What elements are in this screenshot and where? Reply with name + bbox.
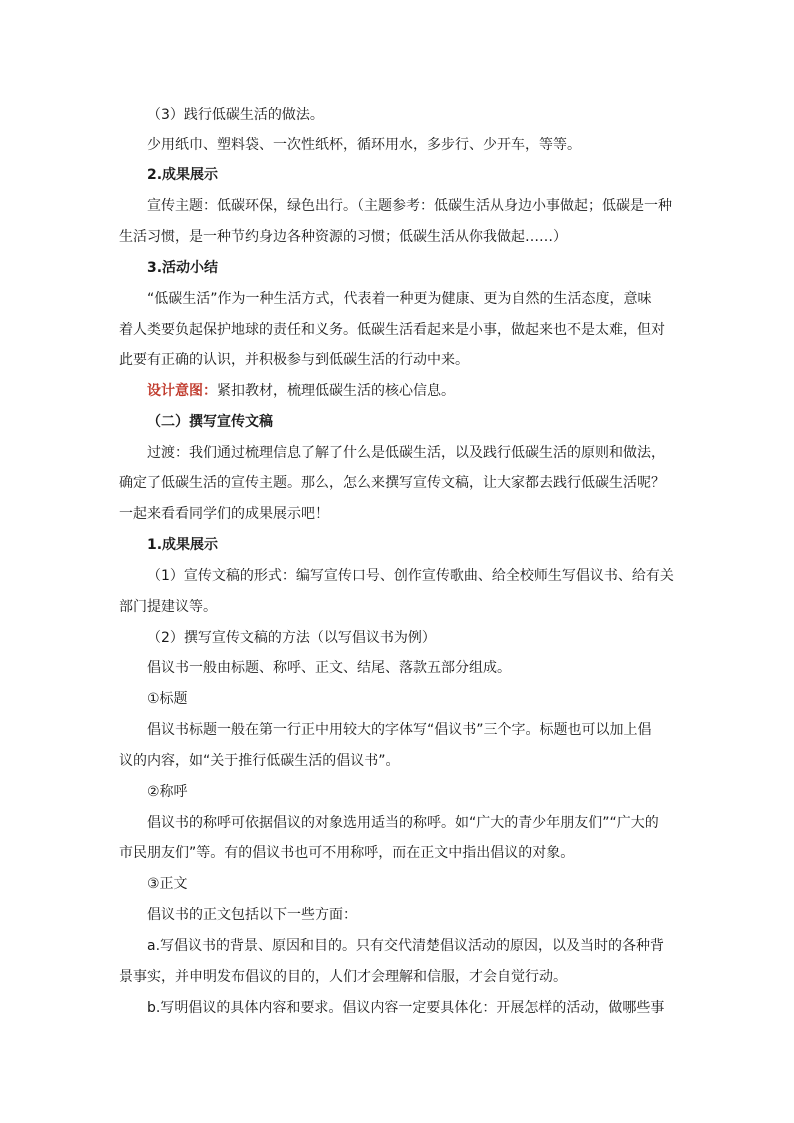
paragraph-text: ③正文 bbox=[147, 876, 188, 892]
text-line bbox=[147, 874, 679, 894]
design-intent-text: 紧扣教材，梳理低碳生活的核心信息。 bbox=[217, 383, 455, 399]
section-heading: 3.活动小结 bbox=[147, 260, 219, 276]
text-line bbox=[147, 196, 679, 216]
paragraph-text: ①标题 bbox=[147, 691, 188, 707]
paragraph-text: 少用纸巾、塑料袋、一次性纸杯，循环用水，多步行、少开车，等等。 bbox=[147, 137, 581, 153]
text-line bbox=[147, 258, 679, 278]
paragraph-text: （2）撰写宣传文稿的方法（以写倡议书为例） bbox=[147, 630, 436, 646]
text-line bbox=[147, 105, 679, 125]
text-line bbox=[147, 689, 679, 709]
text-line bbox=[147, 628, 679, 648]
text-line bbox=[147, 998, 679, 1018]
paragraph-text: 市民朋友们”等。有的倡议书也可不用称呼，而在正文中指出倡议的对象。 bbox=[119, 845, 575, 861]
text-line bbox=[147, 566, 679, 586]
text-line bbox=[147, 813, 679, 833]
text-line bbox=[147, 535, 679, 555]
paragraph-text: 倡议书标题一般在第一行正中用较大的字体写“倡议书”三个字。标题也可以加上倡 bbox=[147, 722, 652, 738]
text-line bbox=[119, 504, 679, 524]
text-line bbox=[147, 720, 679, 740]
paragraph-text: 宣传主题：低碳环保，绿色出行。（主题参考：低碳生活从身边小事做起；低碳是一种 bbox=[147, 198, 672, 214]
text-line bbox=[147, 289, 679, 309]
paragraph-text: 部门提建议等。 bbox=[119, 599, 217, 615]
paragraph-text: 着人类要负起保护地球的责任和义务。低碳生活看起来是小事，做起来也不是太难，但对 bbox=[119, 322, 665, 338]
paragraph-text: 议的内容，如“关于推行低碳生活的倡议书”。 bbox=[119, 753, 400, 769]
text-line bbox=[119, 843, 679, 863]
text-line bbox=[147, 658, 679, 678]
text-line bbox=[147, 165, 679, 185]
paragraph-text: 倡议书的称呼可依据倡议的对象选用适当的称呼。如“广大的青少年朋友们”“广大的 bbox=[147, 815, 659, 831]
paragraph-text: 生活习惯，是一种节约身边各种资源的习惯；低碳生活从你我做起……） bbox=[119, 229, 567, 245]
paragraph-text: “低碳生活”作为一种生活方式，代表着一种更为健康、更为自然的生活态度，意味 bbox=[147, 291, 652, 307]
paragraph-text: 景事实，并申明发布倡议的目的，人们才会理解和信服，才会自觉行动。 bbox=[119, 969, 567, 985]
text-line bbox=[147, 905, 679, 925]
paragraph-text: 倡议书的正文包括以下一些方面： bbox=[147, 907, 357, 923]
text-line bbox=[147, 443, 679, 463]
paragraph-text: 一起来看看同学们的成果展示吧！ bbox=[119, 506, 329, 522]
paragraph-text: 此要有正确的认识，并积极参与到低碳生活的行动中来。 bbox=[119, 352, 469, 368]
paragraph-text: （3）践行低碳生活的做法。 bbox=[147, 107, 324, 123]
paragraph-text: 确定了低碳生活的宣传主题。那么，怎么来撰写宣传文稿，让大家都去践行低碳生活呢？ bbox=[119, 475, 665, 491]
text-line bbox=[147, 135, 679, 155]
paragraph-text: 倡议书一般由标题、称呼、正文、结尾、落款五部分组成。 bbox=[147, 660, 511, 676]
design-intent-label: 设计意图： bbox=[147, 383, 217, 399]
paragraph-text: 过渡：我们通过梳理信息了解了什么是低碳生活，以及践行低碳生活的原则和做法， bbox=[147, 445, 665, 461]
text-line bbox=[147, 381, 679, 401]
text-line bbox=[119, 227, 679, 247]
text-line bbox=[119, 597, 679, 617]
paragraph-text: b.写明倡议的具体内容和要求。倡议内容一定要具体化：开展怎样的活动，做哪些事 bbox=[147, 1000, 665, 1016]
text-line bbox=[119, 350, 679, 370]
paragraph-text: a.写倡议书的背景、原因和目的。只有交代清楚倡议活动的原因，以及当时的各种背 bbox=[147, 938, 665, 954]
paragraph-text: ②称呼 bbox=[147, 784, 188, 800]
text-line bbox=[147, 936, 679, 956]
text-line bbox=[119, 967, 679, 987]
section-heading: 2.成果展示 bbox=[147, 167, 219, 183]
text-line bbox=[147, 782, 679, 802]
section-heading: 1.成果展示 bbox=[147, 537, 219, 553]
text-line bbox=[147, 412, 679, 432]
paragraph-text: （1）宣传文稿的形式：编写宣传口号、创作宣传歌曲、给全校师生写倡议书、给有关 bbox=[147, 568, 674, 584]
text-line bbox=[119, 473, 679, 493]
text-line bbox=[119, 320, 679, 340]
text-line bbox=[119, 751, 679, 771]
section-heading: （二）撰写宣传文稿 bbox=[147, 414, 273, 430]
